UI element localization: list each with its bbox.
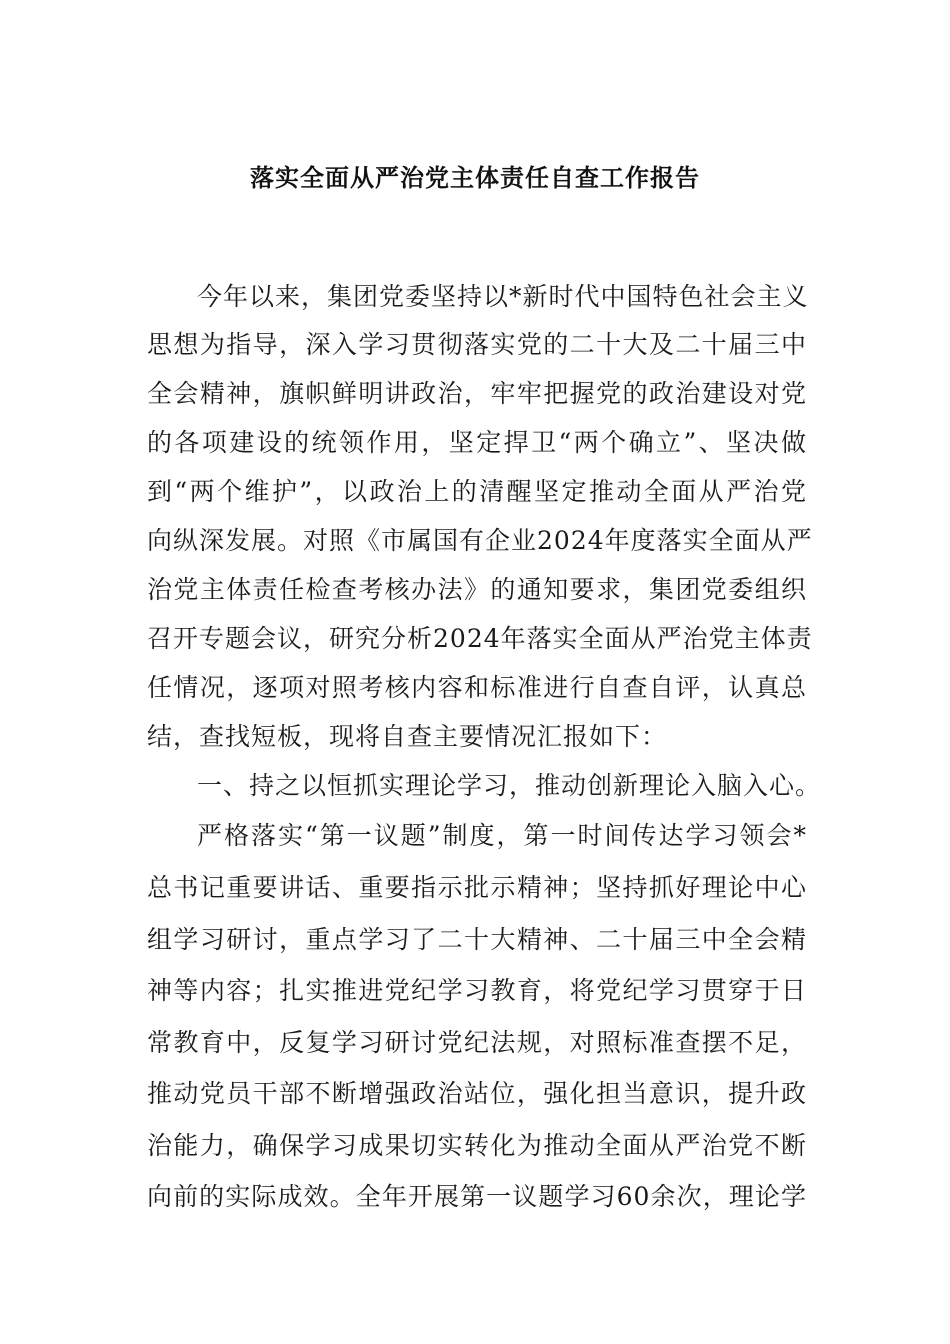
paragraph-line: 组学习研讨，重点学习了二十大精神、二十届三中全会精 <box>147 925 807 954</box>
paragraph-line: 的各项建设的统领作用，坚定捍卫“两个确立”、坚决做 <box>147 428 807 457</box>
paragraph-line: 治党主体责任检查考核办法》的通知要求，集团党委组织 <box>147 575 807 604</box>
paragraph-line: 全会精神，旗帜鲜明讲政治，牢牢把握党的政治建设对党 <box>147 379 807 408</box>
paragraph-line: 神等内容；扎实推进党纪学习教育，将党纪学习贯穿于日 <box>147 976 807 1005</box>
paragraph-line: 严格落实“第一议题”制度，第一时间传达学习领会* <box>197 821 807 850</box>
paragraph-line: 召开专题会议，研究分析2024年落实全面从严治党主体责 <box>147 624 813 653</box>
section-heading: 一、持之以恒抓实理论学习，推动创新理论入脑入心。 <box>197 771 822 800</box>
paragraph-line: 思想为指导，深入学习贯彻落实党的二十大及二十届三中 <box>147 330 807 359</box>
paragraph-line: 常教育中，反复学习研讨党纪法规，对照标准查摆不足， <box>147 1028 807 1057</box>
document-title: 落实全面从严治党主体责任自查工作报告 <box>250 164 700 192</box>
paragraph-line: 治能力，确保学习成果切实转化为推动全面从严治党不断 <box>147 1131 807 1160</box>
paragraph-line: 向纵深发展。对照《市属国有企业2024年度落实全面从严 <box>147 526 813 555</box>
paragraph-line: 总书记重要讲话、重要指示批示精神；坚持抓好理论中心 <box>147 873 807 902</box>
paragraph-line: 到“两个维护”，以政治上的清醒坚定推动全面从严治党 <box>147 477 807 506</box>
paragraph-line: 任情况，逐项对照考核内容和标准进行自查自评，认真总 <box>147 673 807 702</box>
paragraph-line: 今年以来，集团党委坚持以*新时代中国特色社会主义 <box>197 282 809 311</box>
paragraph-line: 结，查找短板，现将自查主要情况汇报如下： <box>147 722 668 751</box>
paragraph-line: 向前的实际成效。全年开展第一议题学习60余次，理论学 <box>147 1182 807 1211</box>
paragraph-line: 推动党员干部不断增强政治站位，强化担当意识，提升政 <box>147 1079 807 1108</box>
